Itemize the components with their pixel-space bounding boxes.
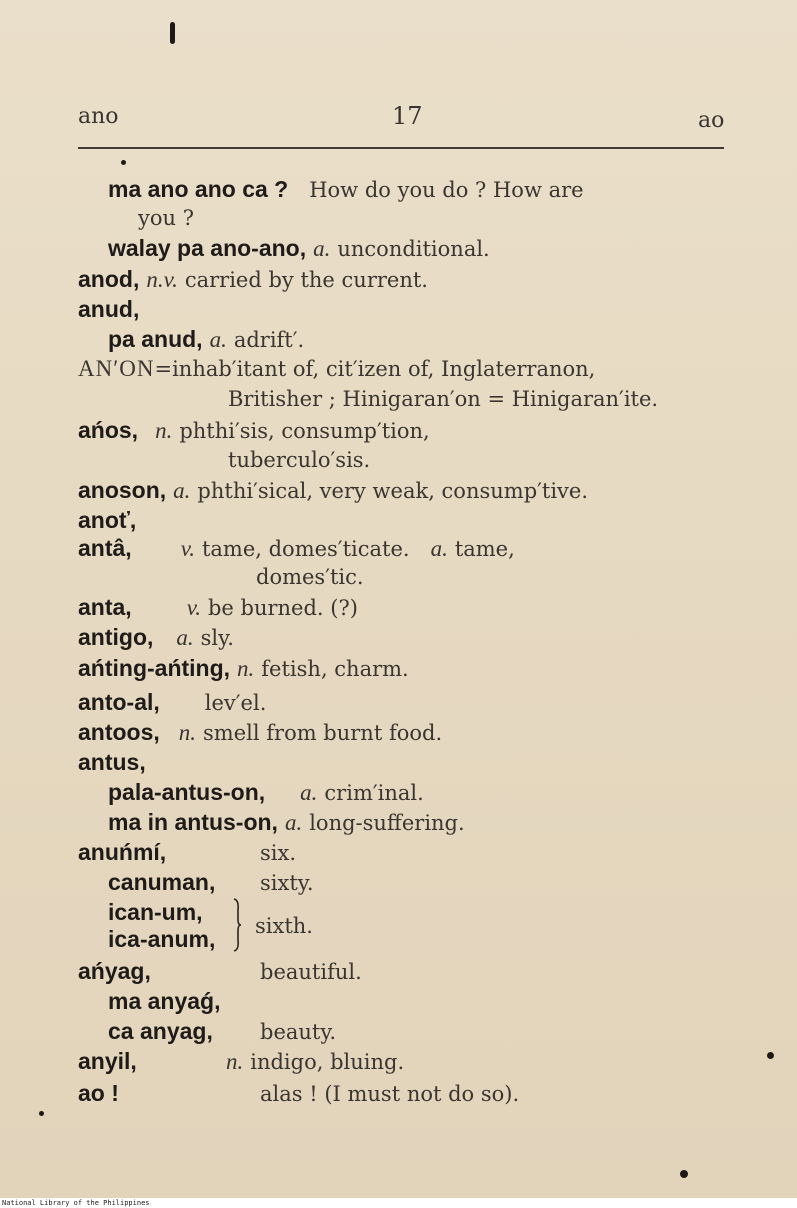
entry-walay-pa-ano-ano <box>108 234 490 264</box>
definition: phthi′sis, consump′tion, <box>179 419 430 443</box>
definition: fetish, charm. <box>261 657 409 681</box>
headword: pa anud, <box>108 326 203 352</box>
part-of-speech: a. <box>173 478 191 503</box>
definition: beautiful. <box>260 960 362 984</box>
part-of-speech: a. <box>300 780 318 805</box>
part-of-speech: a. <box>430 536 448 561</box>
headword: anud, <box>78 296 140 322</box>
headword: ma ano ano ca ? <box>108 176 289 202</box>
definition: domes′tic. <box>256 565 364 589</box>
entry-ca-anyag <box>108 1017 336 1047</box>
ink-dot <box>680 1170 688 1178</box>
entry-anting-anting <box>78 654 409 684</box>
entry-sixth-definition <box>255 912 313 941</box>
entry-continuation <box>228 446 370 475</box>
brace-symbol <box>232 898 242 952</box>
headword: anto-al, <box>78 689 160 715</box>
entry-anot <box>78 506 136 536</box>
definition: indigo, bluing. <box>250 1050 405 1074</box>
part-of-speech: n. <box>178 720 197 745</box>
headword: antâ, <box>78 535 132 561</box>
definition: six. <box>260 841 297 865</box>
entry-continuation <box>138 204 194 233</box>
ink-dot <box>121 160 126 165</box>
library-credit: National Library of the Philippines <box>2 1199 150 1207</box>
headword: anoson, <box>78 477 167 503</box>
headword: anod, <box>78 266 140 292</box>
definition: tame, domes′ticate. <box>201 537 410 561</box>
entry-antus <box>78 748 146 778</box>
headword: ańos, <box>78 417 139 443</box>
entry-anto-al <box>78 688 266 718</box>
definition: sixth. <box>255 914 313 938</box>
definition: sixty. <box>260 871 314 895</box>
headword: antus, <box>78 749 146 775</box>
entry-anon-suffix <box>78 355 595 384</box>
header-left-guide-word: ano <box>78 104 119 129</box>
entry-anum <box>78 838 296 868</box>
definition: carried by the current. <box>184 268 428 292</box>
part-of-speech: a. <box>209 327 227 352</box>
entry-ma-in-antus-on <box>108 808 465 838</box>
entry-ican-um <box>108 898 203 928</box>
headword: ican-um, <box>108 899 203 925</box>
entry-anud <box>78 295 139 325</box>
entry-anyil <box>78 1047 404 1077</box>
definition: =inhab′itant of, cit′izen of, Inglaterranon, <box>154 357 596 381</box>
definition: sly. <box>200 626 234 650</box>
headword: AN′ON <box>78 356 155 381</box>
definition: unconditional. <box>337 237 490 261</box>
part-of-speech: n. <box>226 1049 244 1074</box>
entry-continuation <box>256 563 364 592</box>
entry-anoson <box>78 476 588 506</box>
definition: be burned. (?) <box>207 596 358 620</box>
part-of-speech: a. <box>176 625 194 650</box>
page-number: 17 <box>392 102 423 130</box>
headword: ma anyaǵ, <box>108 988 221 1014</box>
definition: lev′el. <box>204 691 267 715</box>
header-right-guide-word: ao <box>698 108 725 133</box>
entry-ma-ano-ano-ca <box>108 175 584 205</box>
headword: pala-antus-on, <box>108 779 266 805</box>
definition: adrift′. <box>233 328 305 352</box>
entry-pa-anud <box>108 325 304 355</box>
entry-anyag <box>78 957 362 987</box>
part-of-speech: a. <box>313 236 331 261</box>
entry-anos <box>78 416 430 446</box>
entry-antoos <box>78 718 442 748</box>
part-of-speech: n.v. <box>146 267 178 292</box>
definition: phthi′sical, very weak, consump′tive. <box>197 479 589 503</box>
definition: long-suffering. <box>309 811 465 835</box>
header-rule <box>78 147 724 149</box>
headword: anoť, <box>78 507 137 533</box>
definition: How do you do ? How are <box>309 178 584 202</box>
entry-continuation <box>228 385 658 414</box>
entry-anta-tame <box>78 534 515 564</box>
ink-dot <box>39 1111 44 1116</box>
entry-pala-antus-on <box>108 778 424 808</box>
headword: antoos, <box>78 719 160 745</box>
headword: ańting-ańting, <box>78 655 231 681</box>
definition: you ? <box>138 206 194 230</box>
headword: walay pa ano-ano, <box>108 235 307 261</box>
part-of-speech: n. <box>237 656 255 681</box>
entry-ao <box>78 1079 519 1109</box>
headword: ma in antus-on, <box>108 809 278 835</box>
definition: tuberculo′sis. <box>228 448 371 472</box>
headword: ańyag, <box>78 958 151 984</box>
headword: ca anyag, <box>108 1018 213 1044</box>
definition: beauty. <box>260 1020 337 1044</box>
definition: crim′inal. <box>324 781 424 805</box>
part-of-speech: n. <box>155 418 173 443</box>
headword: ao ! <box>78 1080 119 1106</box>
entry-anta-burned <box>78 593 358 623</box>
definition: alas ! (I must not do so). <box>260 1082 520 1106</box>
headword: antigo, <box>78 624 154 650</box>
headword: anuńmí, <box>78 839 167 865</box>
entry-ma-anyag <box>108 987 221 1017</box>
definition: tame, <box>454 537 515 561</box>
definition: smell from burnt food. <box>203 721 443 745</box>
ink-mark <box>170 22 175 44</box>
headword: canuman, <box>108 869 216 895</box>
entry-ica-anum <box>108 925 215 955</box>
headword: anyil, <box>78 1048 137 1074</box>
part-of-speech: v. <box>180 536 195 561</box>
entry-canuman <box>108 868 314 898</box>
part-of-speech: a. <box>284 810 303 835</box>
entry-anod <box>78 265 428 295</box>
part-of-speech: v. <box>186 595 201 620</box>
entry-antigo <box>78 623 234 653</box>
headword: ica-anum, <box>108 926 216 952</box>
ink-dot <box>767 1052 774 1059</box>
headword: anta, <box>78 594 132 620</box>
definition: Britisher ; Hinigaran′on = Hinigaran′ite. <box>228 387 659 411</box>
